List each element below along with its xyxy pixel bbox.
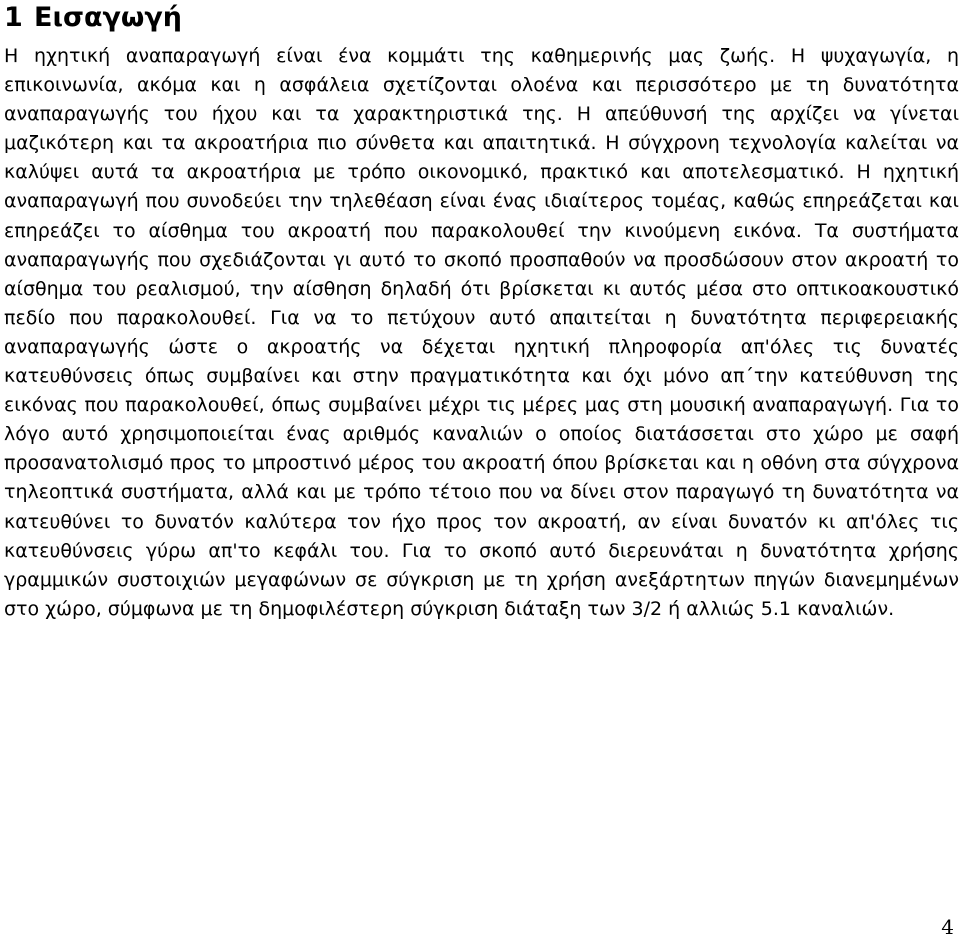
section-title: Εισαγωγή [34,2,183,33]
intro-paragraph: Η ηχητική αναπαραγωγή είναι ένα κομμάτι της καθημερινής μας ζωής. Η ψυχαγωγία, η επικοινωνία, ακόμα και η ασφάλεια σχετίζονται ολοένα και περισσότερο με τη δυνατότητα αναπαραγωγής του ήχου και τα χαρακτηριστικά της. Η απεύθυνσή της αρχίζει να γίνεται μαζικότερη και τα ακροατήρια πιο σύνθετα και απαιτητικά. Η σύγχρονη τεχνολογία καλείται να καλύψει αυτά τα ακροατήρια με τρόπο οικονομικό, πρακτικό και αποτελεσματικό. Η ηχητική αναπαραγωγή που συνοδεύει την τηλεθέαση είναι ένας ιδιαίτερος τομέας, καθώς επηρεάζεται και επηρεάζει το αίσθημα του ακροατή που παρακολουθεί την κινούμενη εικόνα. Τα συστήματα αναπαραγωγής που σχεδιάζονται γι αυτό το σκοπό προσπαθούν να προσδώσουν στον ακροατή το αίσθημα του ρεαλισμού, την αίσθηση δηλαδή ότι βρίσκεται κι αυτός μέσα στο οπτικοακουστικό πεδίο που παρακολουθεί. Για να το πετύχουν αυτό απαιτείται η δυνατότητα περιφερειακής αναπαραγωγής ώστε ο ακροατής να δέχεται ηχητική πληροφορία απ'όλες τις δυνατές κατευθύνσεις όπως συμβαίνει και στην πραγματικότητα και όχι μόνο απ΄την κατεύθυνση της εικόνας που παρακολουθεί, όπως συμβαίνει μέχρι τις μέρες μας στη μουσική αναπαραγωγή. Για το λόγο αυτό χρησιμοποιείται ένας αριθμός καναλιών ο οποίος διατάσσεται στο χώρο με σαφή προσανατολισμό προς το μπροστινό μέρος του ακροατή όπου βρίσκεται και η οθόνη στα σύγχρονα τηλεοπτικά συστήματα, αλλά και με τρόπο τέτοιο που να δίνει στον παραγωγό τη δυνατότητα να κατευθύνει το δυνατόν καλύτερα τον ήχο προς τον ακροατή, αν είναι δυνατόν κι απ'όλες τις κατευθύνσεις γύρω απ'το κεφάλι του. Για το σκοπό αυτό διερευνάται η δυνατότητα χρήσης γραμμικών συστοιχιών μεγαφώνων σε σύγκριση με τη χρήση ανεξάρτητων πηγών διανεμημένων στο χώρο, σύμφωνα με τη δημοφιλέστερη σύγκριση διάταξη των 3/2 ή αλλιώς 5.1 καναλιών. [4,45,959,620]
page-number: 4 [941,915,954,939]
section-number: 1 [4,2,23,33]
section-heading [4,0,182,36]
